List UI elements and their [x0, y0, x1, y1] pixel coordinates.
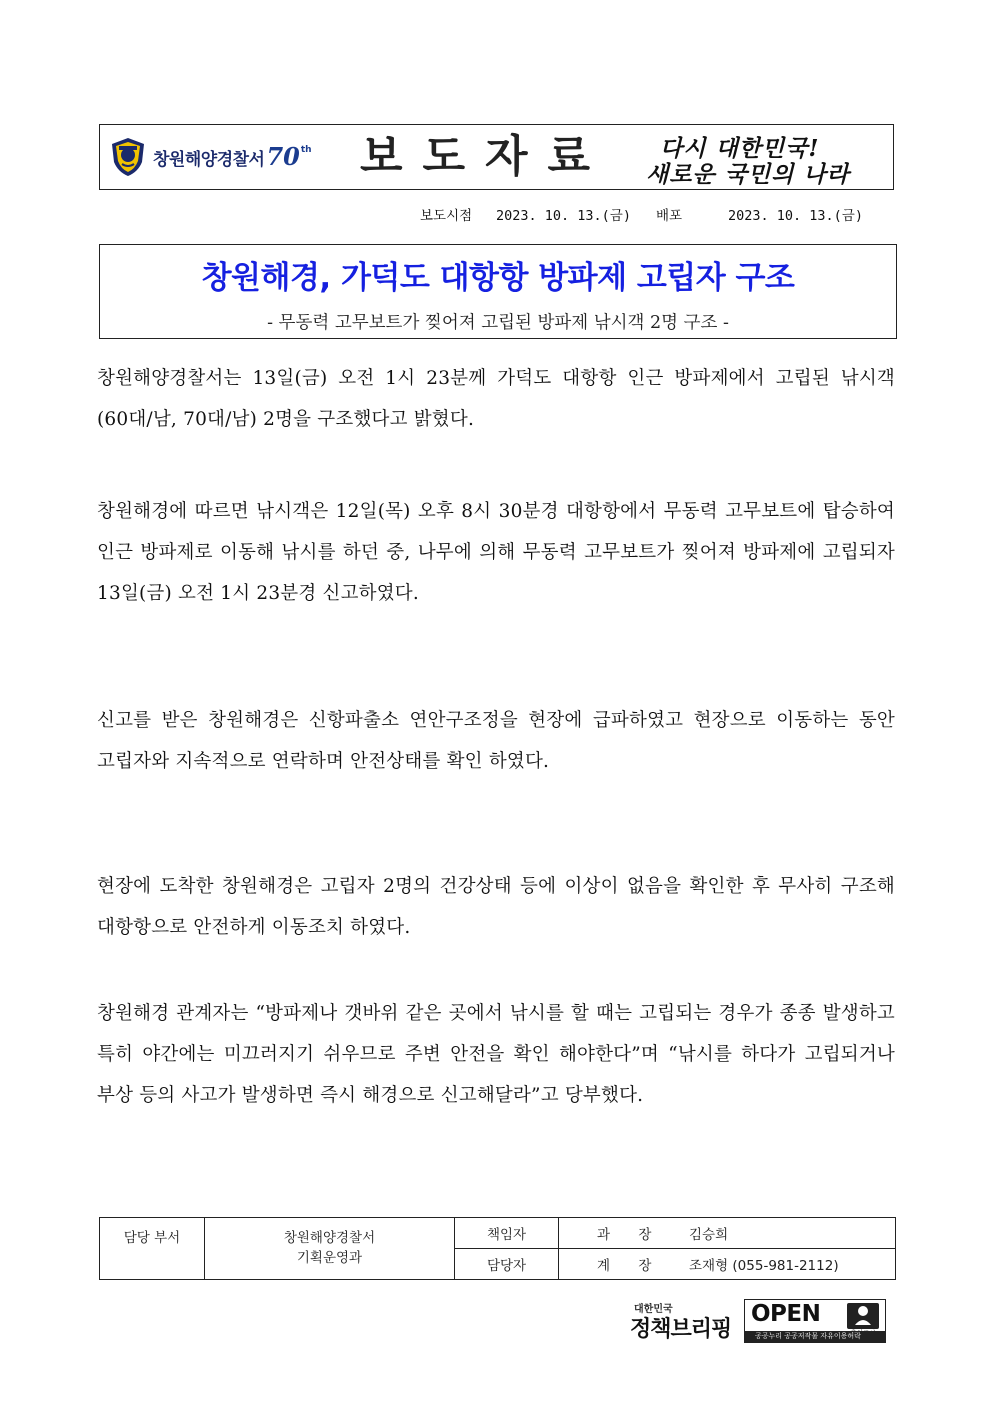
- open-license-logo: [744, 1299, 886, 1343]
- body-paragraph-4: 현장에 도착한 창원해경은 고립자 2명의 건강상태 등에 이상이 없음을 확인한 후 무사히 구조해 대항항으로 안전하게 이동조치 하였다.: [97, 876, 895, 938]
- distribution-value: 2023. 10. 13.(금): [728, 208, 863, 224]
- body-paragraph-1: 창원해양경찰서는 13일(금) 오전 1시 23분께 가덕도 대항항 인근 방파제에서 고립된 낚시객(60대/남, 70대/남) 2명을 구조했다고 밝혔다.: [97, 368, 895, 430]
- agency-name: 창원해양경찰서: [153, 149, 265, 170]
- staff-title: 계 장: [597, 1258, 664, 1274]
- anniversary-mark: [266, 142, 312, 171]
- staff-name: 조재형 (055-981-2112): [689, 1258, 839, 1274]
- dept-label-cell: [100, 1218, 205, 1280]
- police-emblem-icon: [108, 136, 148, 178]
- responsible-label: 책임자: [486, 1227, 527, 1243]
- release-info: [420, 202, 890, 224]
- policy-briefing-logo: [630, 1300, 734, 1346]
- open-word: OPEN: [751, 1301, 821, 1327]
- responsible-cell: [559, 1218, 896, 1249]
- headline-title: 창원해경, 가덕도 대항항 방파제 고립자 구조: [201, 260, 795, 296]
- release-time-value: 2023. 10. 13.(금): [496, 208, 631, 224]
- contact-table: [99, 1217, 896, 1280]
- body-paragraph-5: 창원해경 관계자는 “방파제나 갯바위 같은 곳에서 낚시를 할 때는 고립되는 경우가 종종 발생하고 특히 야간에는 미끄러지기 쉬우므로 주변 안전을 확인 해야한다”며 “낚시를 하다가 고립되거나 부상 등의 사고가 발생하면 즉시 해경으로 신고해달라”고 당부했다.: [97, 1003, 895, 1106]
- staff-cell: [559, 1249, 896, 1280]
- responsible-title: 과 장: [597, 1227, 664, 1243]
- dept-name-line-2: 기획운영과: [296, 1250, 363, 1266]
- agency-logo: [108, 134, 328, 180]
- headline-subtitle: - 무동력 고무보트가 찢어져 고립된 방파제 낚시객 2명 구조 -: [267, 313, 729, 333]
- person-icon: [847, 1303, 879, 1329]
- anniversary-suffix: th: [300, 145, 312, 155]
- staff-label-cell: [455, 1249, 559, 1280]
- responsible-label-cell: [455, 1218, 559, 1249]
- release-time-label: 보도시점: [420, 208, 473, 224]
- dept-name-line-1: 창원해양경찰서: [283, 1230, 376, 1246]
- body-paragraph-2: 창원해경에 따르면 낚시객은 12일(목) 오후 8시 30분경 대항항에서 무동력 고무보트에 탑승하여 인근 방파제로 이동해 낚시를 하던 중, 나무에 의해 무동력 고무보트가 찢어져 방파제에 고립되자 13일(금) 오전 1시 23분경 신고하였다.: [97, 501, 895, 604]
- dept-name-cell: [205, 1218, 455, 1280]
- policy-briefing-name: 정책브리핑: [630, 1317, 732, 1342]
- body-paragraph-3: 신고를 받은 창원해경은 신항파출소 연안구조정을 현장에 급파하였고 현장으로 이동하는 동안 고립자와 지속적으로 연락하며 안전상태를 확인 하였다.: [97, 710, 895, 772]
- distribution-label: 배포: [656, 208, 683, 224]
- slogan: [642, 128, 882, 186]
- staff-label: 담당자: [486, 1258, 527, 1274]
- policy-briefing-small: 대한민국: [634, 1304, 673, 1315]
- dept-label: 담당 부서: [123, 1230, 181, 1246]
- slogan-line-2: 새로운 국민의 나라: [646, 161, 850, 188]
- slogan-line-1: 다시 대한민국!: [660, 135, 820, 162]
- responsible-name: 김승희: [689, 1227, 729, 1243]
- open-license-strip: 공공누리 공공저작물 자유이용허락: [745, 1331, 885, 1342]
- anniversary-number: 70: [266, 142, 300, 171]
- press-release-title: 보도자료: [360, 131, 611, 182]
